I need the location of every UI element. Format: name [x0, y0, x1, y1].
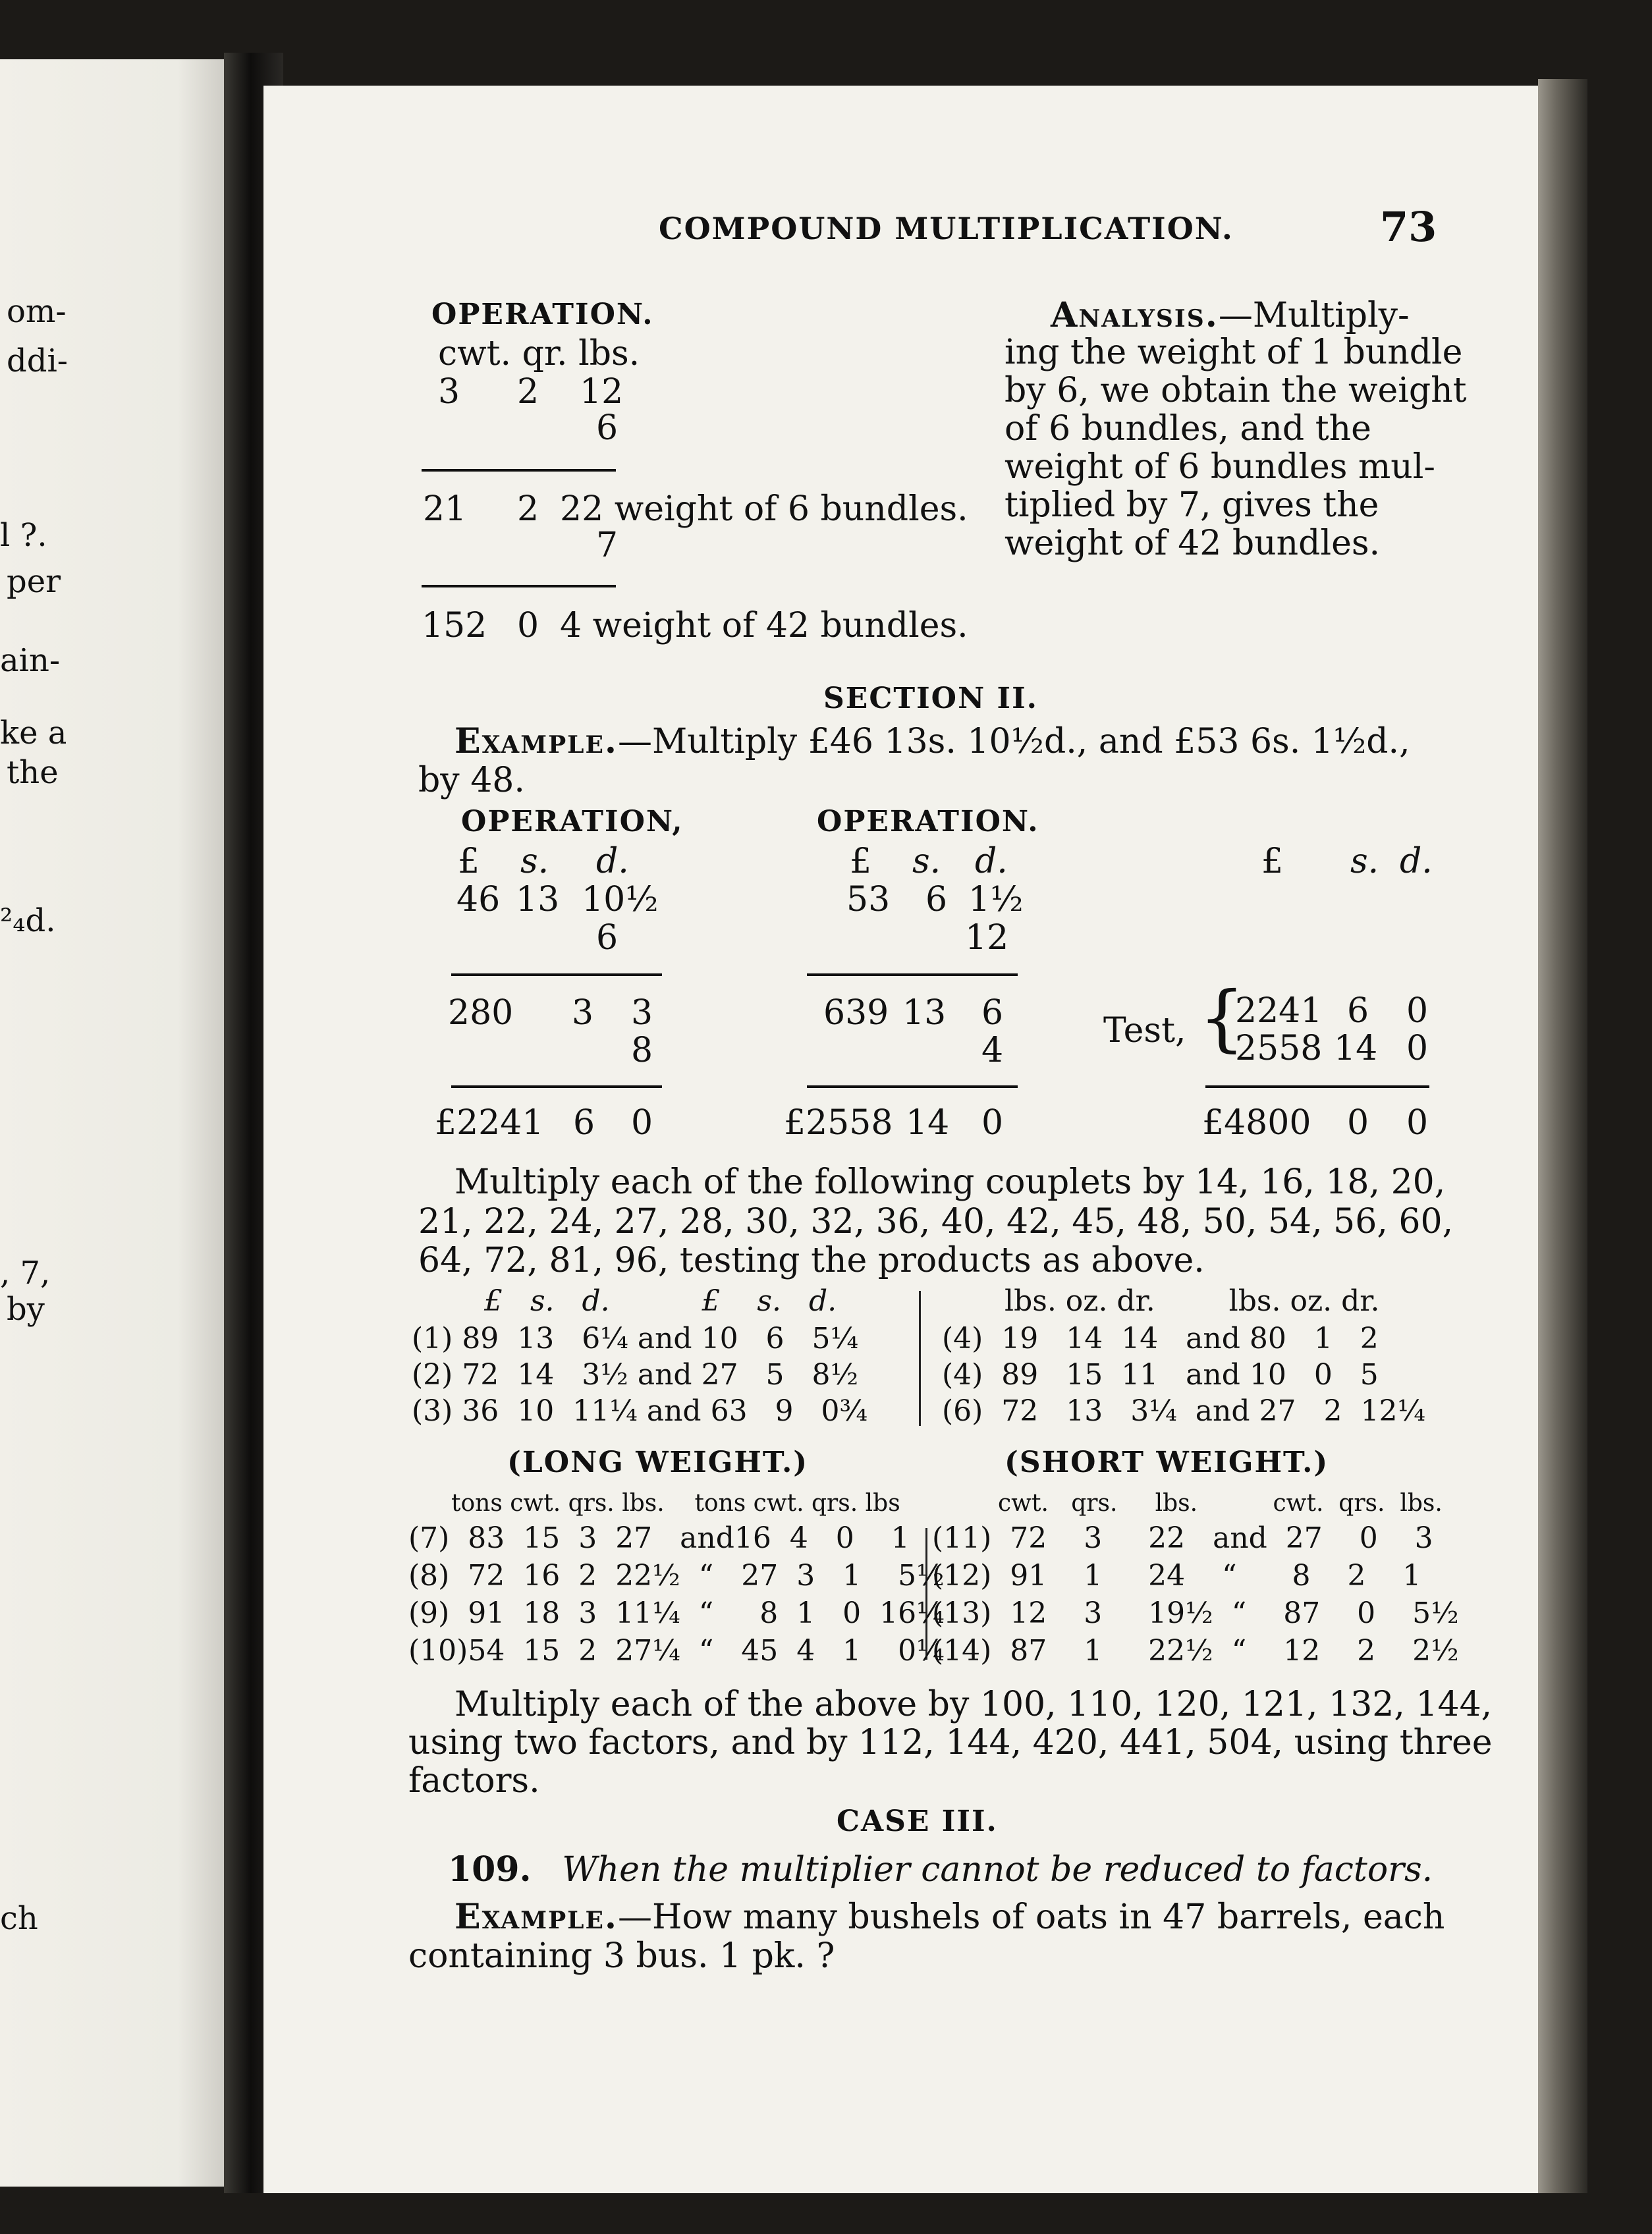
multiplier: 6	[596, 918, 619, 958]
multiplier: 6	[596, 408, 619, 448]
currency-head: d.	[596, 842, 629, 881]
value: £2241	[435, 1103, 544, 1143]
fragment: ke a	[0, 715, 67, 751]
currency-head: £	[458, 842, 480, 881]
multiplier: 8	[631, 1031, 653, 1070]
example-text: by 48.	[418, 761, 525, 800]
table-row: (10)54 15 2 27¼ “ 45 4 1 0¼	[408, 1634, 945, 1668]
table-row: (11) 72 3 22 and 27 0 3	[932, 1521, 1433, 1555]
rule	[807, 1085, 1018, 1088]
value: 6	[573, 1103, 595, 1143]
value: 0	[517, 606, 539, 645]
rule	[1205, 1085, 1429, 1088]
paragraph-line: using two factors, and by 112, 144, 420, 441, 504, using three	[408, 1723, 1493, 1762]
value: 0	[1347, 1103, 1369, 1143]
table-row: (8) 72 16 2 22½ “ 27 3 1 5½	[408, 1559, 945, 1593]
analysis-line: by 6, we obtain the weight	[1005, 371, 1467, 410]
table-row: (14) 87 1 22½ “ 12 2 2½	[932, 1634, 1459, 1668]
value: 6	[1347, 991, 1369, 1031]
rule	[422, 469, 616, 472]
value: 22 weight of 6 bundles.	[560, 489, 968, 529]
analysis-line: weight of 6 bundles mul-	[1005, 447, 1435, 487]
value: 3	[572, 993, 594, 1033]
table-row: (7) 83 15 3 27 and16 4 0 1	[408, 1521, 910, 1555]
multiplier: 4	[981, 1031, 1004, 1070]
currency-head: s.	[912, 842, 941, 881]
value: 2241	[1235, 991, 1323, 1031]
fragment: the	[7, 754, 59, 791]
currency-head: s.	[520, 842, 549, 881]
value: 13	[516, 880, 560, 919]
fragment: om-	[7, 293, 67, 330]
analysis-line: weight of 42 bundles.	[1005, 524, 1381, 563]
analysis-line: ing the weight of 1 bundle	[1005, 333, 1463, 372]
value: 0	[1406, 991, 1429, 1031]
rule	[807, 973, 1018, 976]
column-divider	[919, 1291, 921, 1426]
table-row: (13) 12 3 19½ “ 87 0 5½	[932, 1596, 1459, 1630]
currency-head: £	[1261, 842, 1284, 881]
analysis-line: tiplied by 7, gives the	[1005, 485, 1379, 525]
value: 4 weight of 42 bundles.	[560, 606, 968, 645]
value: 1½	[968, 880, 1024, 919]
table-title: (SHORT WEIGHT.)	[1005, 1446, 1329, 1479]
value: 10½	[582, 880, 659, 919]
currency-head: d.	[975, 842, 1008, 881]
example-label: Example.	[454, 1897, 618, 1937]
value: 152	[422, 606, 487, 645]
fragment: ²₄d.	[0, 902, 56, 939]
operation-label: OPERATION.	[431, 298, 654, 331]
example-text: containing 3 bus. 1 pk. ?	[408, 1936, 835, 1976]
value: 46	[456, 880, 501, 919]
value: 2	[517, 372, 539, 412]
table-title: (LONG WEIGHT.)	[507, 1446, 809, 1479]
value: 13	[902, 993, 947, 1033]
multiplier: 12	[965, 918, 1009, 958]
table-header: £ s. d. £ s. d.	[484, 1284, 837, 1318]
fragment: l ?.	[0, 517, 47, 554]
currency-head: s.	[1350, 842, 1379, 881]
value: 3	[438, 372, 460, 412]
page-number: 73	[1380, 203, 1437, 251]
value: 0	[981, 1103, 1004, 1143]
value: 14	[1334, 1029, 1378, 1068]
value: 14	[906, 1103, 950, 1143]
analysis-line: —Multiply-	[1218, 296, 1410, 335]
table-row: (3) 36 10 11¼ and 63 9 0¾	[412, 1394, 868, 1428]
fragment: ch	[0, 1900, 38, 1937]
fragment: by	[7, 1291, 45, 1328]
table-row: (1) 89 13 6¼ and 10 6 5¼	[412, 1322, 859, 1355]
running-title: COMPOUND MULTIPLICATION.	[659, 211, 1234, 246]
operation-label: OPERATION.	[817, 805, 1039, 838]
value: 280	[448, 993, 514, 1033]
value: 0	[631, 1103, 653, 1143]
fragment: per	[7, 563, 61, 600]
rule	[451, 1085, 662, 1088]
table-row: (6) 72 13 3¼ and 27 2 12¼	[942, 1394, 1426, 1428]
value: 6	[981, 993, 1004, 1033]
example-text: —Multiply £46 13s. 10½d., and £53 6s. 1½d.,	[618, 722, 1410, 761]
operation-label: OPERATION,	[461, 805, 684, 838]
analysis-line: of 6 bundles, and the	[1005, 409, 1371, 449]
currency-head: d.	[1400, 842, 1433, 881]
table-row: (2) 72 14 3½ and 27 5 8½	[412, 1358, 859, 1392]
value: £2558	[784, 1103, 893, 1143]
units-header: cwt. qr. lbs.	[438, 334, 640, 373]
paragraph-line: 21, 22, 24, 27, 28, 30, 32, 36, 40, 42, 45, 48, 50, 54, 56, 60,	[418, 1202, 1454, 1241]
case-heading: CASE III.	[837, 1805, 998, 1838]
value: 6	[925, 880, 948, 919]
rule	[451, 973, 662, 976]
example-label: Example.	[454, 721, 618, 761]
paragraph-line: Multiply each of the above by 100, 110, 120, 121, 132, 144,	[454, 1685, 1493, 1724]
table-header: lbs. oz. dr. lbs. oz. dr.	[1005, 1284, 1380, 1318]
paragraph-line: Multiply each of the following couplets by 14, 16, 18, 20,	[454, 1162, 1446, 1202]
test-label: Test,	[1103, 1011, 1186, 1050]
rule-text: When the multiplier cannot be reduced to factors.	[562, 1850, 1433, 1890]
multiplier: 7	[596, 526, 619, 565]
value: 21	[423, 489, 467, 529]
value: 12	[580, 372, 624, 412]
table-row: (9) 91 18 3 11¼ “ 8 1 0 16¼	[408, 1596, 945, 1630]
value: 0	[1406, 1029, 1429, 1068]
value: 2558	[1235, 1029, 1323, 1068]
value: £4800	[1202, 1103, 1311, 1143]
rule-number: 109.	[448, 1849, 532, 1890]
value: 3	[631, 993, 653, 1033]
table-row: (4) 89 15 11 and 10 0 5	[942, 1358, 1379, 1392]
paragraph-line: factors.	[408, 1761, 540, 1801]
value: 2	[517, 489, 539, 529]
value: 53	[846, 880, 891, 919]
table-header: tons cwt. qrs. lbs. tons cwt. qrs. lbs	[451, 1490, 900, 1517]
fragment: ddi-	[7, 342, 69, 379]
value: 639	[823, 993, 889, 1033]
page-edge	[1538, 79, 1587, 2193]
rule	[422, 585, 616, 587]
analysis-label: Analysis.	[1051, 295, 1219, 335]
table-row: (4) 19 14 14 and 80 1 2	[942, 1322, 1379, 1355]
example-text: —How many bushels of oats in 47 barrels, each	[618, 1897, 1445, 1937]
table-row: (12) 91 1 24 “ 8 2 1	[932, 1559, 1421, 1593]
paragraph-line: 64, 72, 81, 96, testing the products as above.	[418, 1241, 1205, 1280]
value: 0	[1406, 1103, 1429, 1143]
fragment: ain-	[0, 642, 61, 679]
section-heading: SECTION II.	[823, 682, 1039, 715]
brace: {	[1199, 975, 1245, 1060]
currency-head: £	[850, 842, 872, 881]
fragment: , 7,	[0, 1255, 51, 1292]
table-header: cwt. qrs. lbs. cwt. qrs. lbs.	[998, 1490, 1443, 1517]
